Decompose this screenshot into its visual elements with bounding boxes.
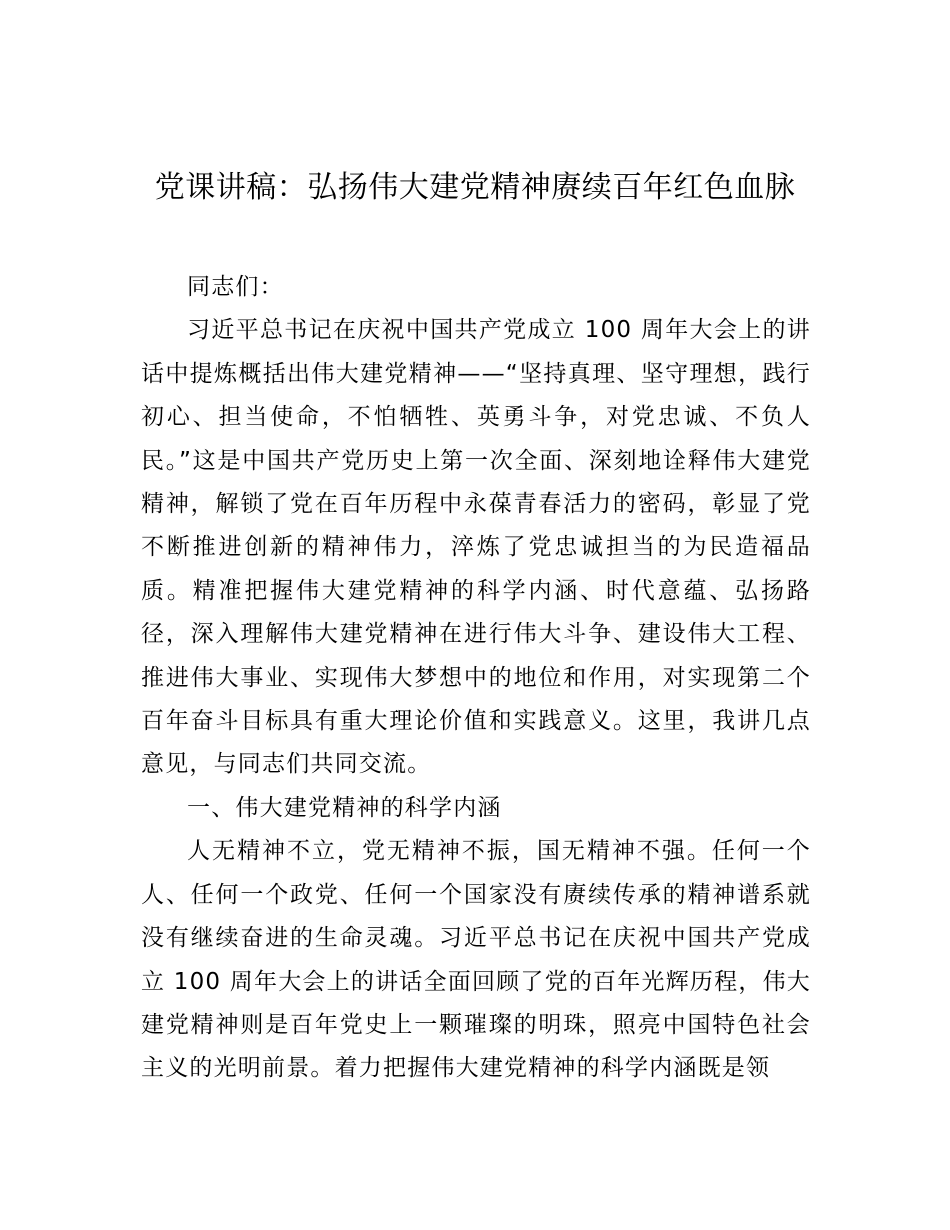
body-paragraph: 人无精神不立，党无精神不振，国无精神不强。任何一个人、任何一个政党、任何一个国家没有赓续传承的精神谱系就没有继续奋进的生命灵魂。习近平总书记在庆祝中国共产党成立 100 周年大会上的讲话全面回顾了党的百年光辉历程，伟大建党精神则是百年党史上一颗璀璨的明珠，照亮中国特色社会主义的光明前景。着力把握伟大建党精神的科学内涵既是领: [141, 838, 811, 1082]
document-title: 党课讲稿：弘扬伟大建党精神赓续百年红色血脉: [154, 170, 796, 205]
intro-paragraph: 习近平总书记在庆祝中国共产党成立 100 周年大会上的讲话中提炼概括出伟大建党精神——“坚持真理、坚守理想，践行初心、担当使命，不怕牺牲、英勇斗争，对党忠诚、不负人民。”这是中国共产党历史上第一次全面、深刻地诠释伟大建党精神，解锁了党在百年历程中永葆青春活力的密码，彰显了党不断推进创新的精神伟力，淬炼了党忠诚担当的为民造福品质。精准把握伟大建党精神的科学内涵、时代意蕴、弘扬路径，深入理解伟大建党精神在进行伟大斗争、建设伟大工程、推进伟大事业、实现伟大梦想中的地位和作用，对实现第二个百年奋斗目标具有重大理论价值和实践意义。这里，我讲几点意见，与同志们共同交流。: [141, 317, 811, 778]
section-heading: 一、伟大建党精神的科学内涵: [187, 794, 502, 821]
document-body: [141, 266, 811, 1091]
greeting-paragraph: 同志们：: [187, 274, 284, 300]
